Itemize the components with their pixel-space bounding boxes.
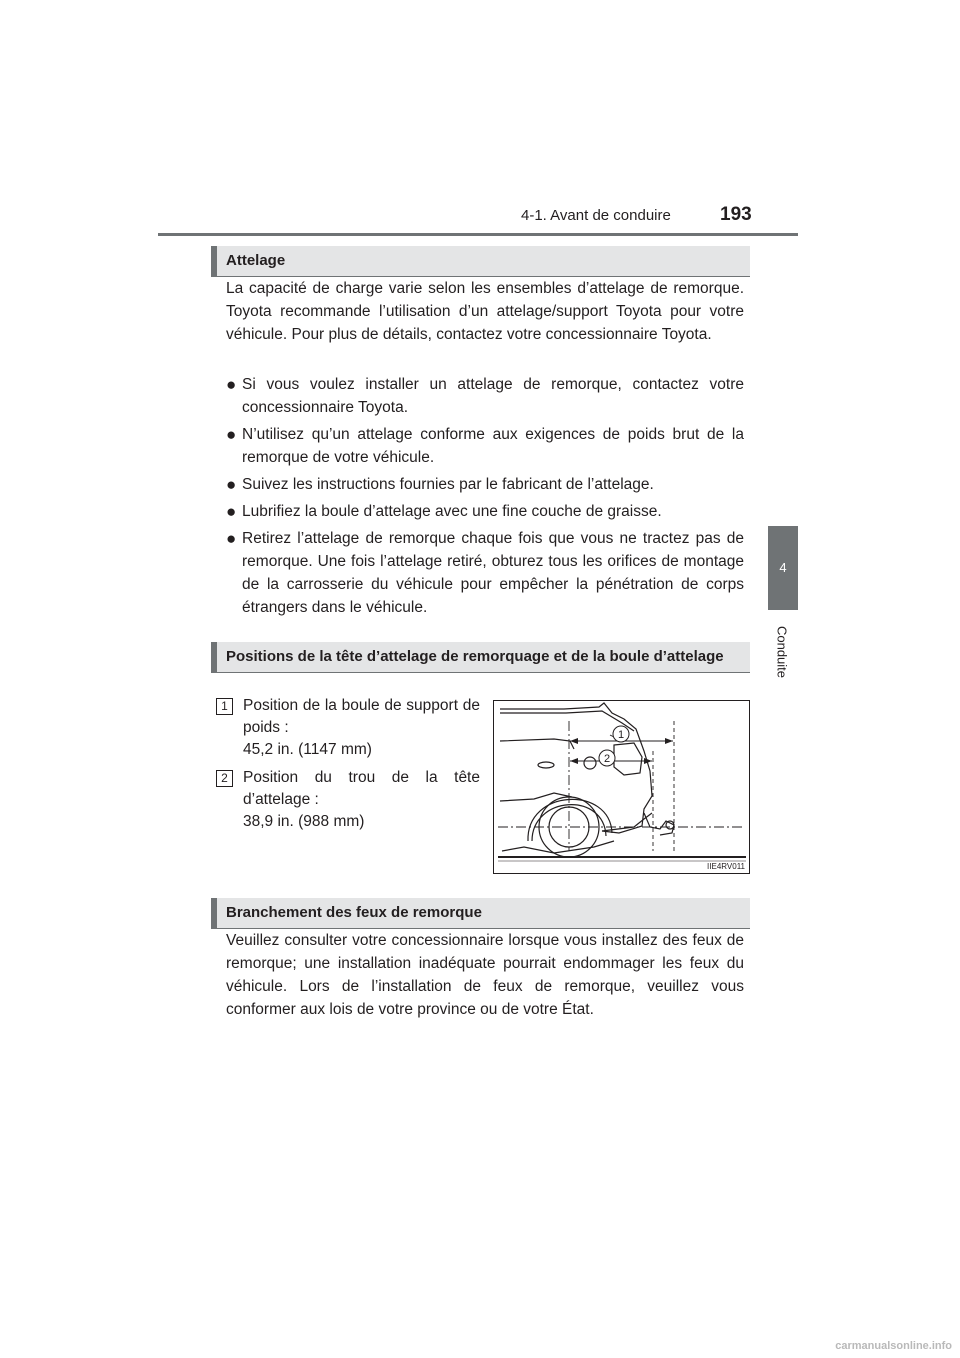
chapter-label-text: Conduite <box>774 625 790 679</box>
chapter-tab[interactable]: 4 <box>768 526 798 610</box>
feux-paragraph: Veuillez consulter votre concessionnaire lorsque vous installez des feux de remorque; une installation inadéquate pourrait endommager les feux du véhicule. Lors de l’installation de feux de remorque, veuillez vous conformer aux lois de votre province ou de votre État. <box>226 932 744 1018</box>
bullet-icon: ● <box>226 375 237 394</box>
section-heading-positions: Positions de la tête d’attelage de remorquage et de la boule d’attelage <box>211 642 750 673</box>
position-item-text: Position du trou de la tête d’attelage : <box>243 769 480 808</box>
attelage-intro: La capacité de charge varie selon les ensembles d’attelage de remorque. Toyota recommande l’utilisation d’un attelage/support Toyota pour votre véhicule. Pour plus de détails, contactez votre concessionnaire Toyota. <box>226 280 744 343</box>
position-item-text: Position de la boule de support de poids : <box>243 697 480 736</box>
footer-watermark[interactable]: carmanualsonline.info <box>835 1340 952 1352</box>
callout-1-label: 1 <box>617 729 625 741</box>
bullet-item <box>226 500 744 523</box>
bullet-text: Suivez les instructions fournies par le fabricant de l’attelage. <box>242 476 654 493</box>
bullet-icon: ● <box>226 475 237 494</box>
section-heading-attelage: Attelage <box>211 246 750 277</box>
bullet-text: Si vous voulez installer un attelage de remorque, contactez votre concessionnaire Toyota. <box>242 376 744 416</box>
bullet-icon: ● <box>226 502 237 521</box>
position-item-1 <box>243 695 480 761</box>
hitch-diagram <box>493 700 750 874</box>
callout-2-label: 2 <box>603 753 611 765</box>
section-heading-feux: Branchement des feux de remorque <box>211 898 750 929</box>
bullet-item <box>226 373 744 419</box>
header-section-title: 4-1. Avant de conduire <box>521 207 671 224</box>
vehicle-rear-illustration <box>494 701 749 873</box>
chapter-label <box>762 622 802 682</box>
bullet-item <box>226 473 744 496</box>
position-item-value: 45,2 in. (1147 mm) <box>243 741 372 758</box>
figure-code: IIE4RV011 <box>707 862 745 871</box>
page-number: 193 <box>720 204 752 225</box>
callout-number-2: 2 <box>216 770 233 787</box>
bullet-text: Lubrifiez la boule d’attelage avec une fine couche de graisse. <box>242 503 662 520</box>
bullet-text: Retirez l’attelage de remorque chaque fois que vous ne tractez pas de remorque. Une fois l’attelage retiré, obturez tous les orifices de montage de la carrosserie du véhicule pour empêcher la pénétration de corps étrangers dans le véhicule. <box>242 530 744 616</box>
position-item-2 <box>243 767 480 833</box>
bullet-icon: ● <box>226 529 237 548</box>
header-rule <box>158 233 798 236</box>
bullet-text: N’utilisez qu’un attelage conforme aux exigences de poids brut de la remorque de votre véhicule. <box>242 426 744 466</box>
callout-number-1: 1 <box>216 698 233 715</box>
position-item-value: 38,9 in. (988 mm) <box>243 813 365 830</box>
bullet-icon: ● <box>226 425 237 444</box>
bullet-item <box>226 423 744 469</box>
bullet-item <box>226 527 744 619</box>
